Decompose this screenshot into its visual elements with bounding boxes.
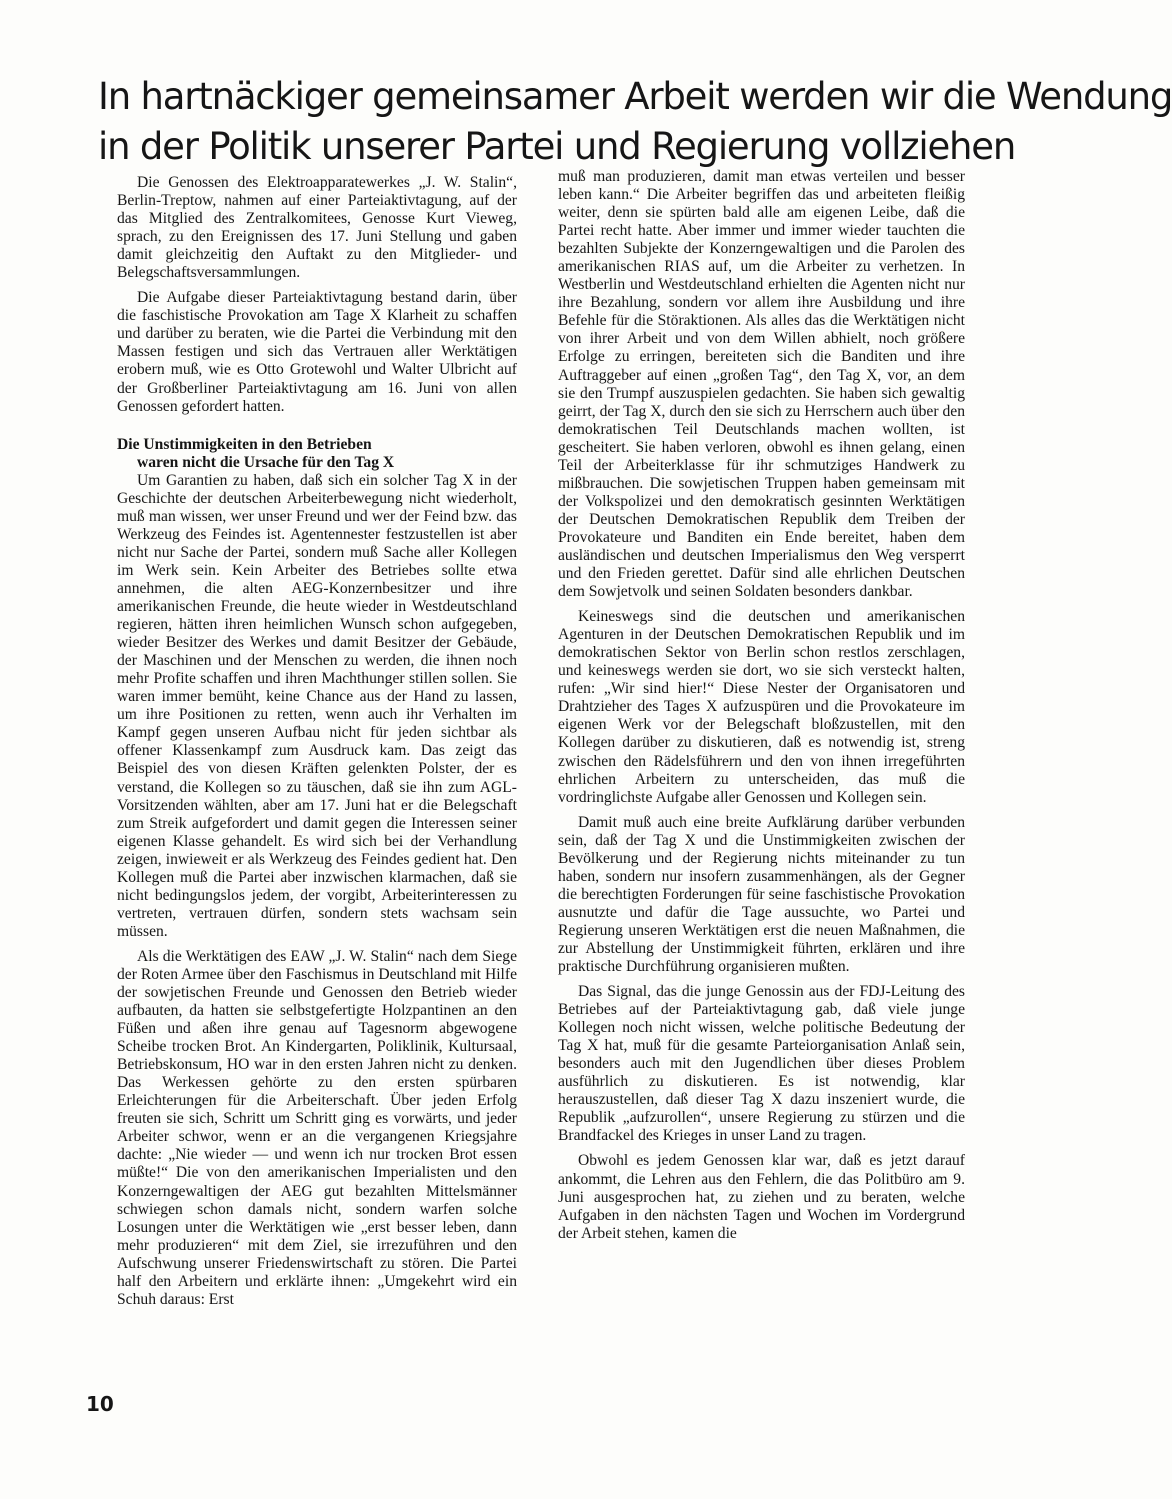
section-heading	[117, 436, 517, 472]
headline-line-2: in der Politik unserer Partei und Regierung vollziehen	[98, 125, 1016, 168]
paragraph: Obwohl es jedem Genossen klar war, daß es jetzt darauf ankommt, die Lehren aus den Fehlern, die das Politbüro am 9. Juni ausgesprochen hat, zu ziehen und zu beraten, welche Aufgaben in den nächsten Tagen und Wochen im Vordergrund der Arbeit stehen, kamen die	[558, 1152, 965, 1242]
headline-line-1: In hartnäckiger gemeinsamer Arbeit werden wir die Wendung	[98, 75, 1172, 118]
paragraph: muß man produzieren, damit man etwas verteilen und besser leben kann.“ Die Arbeiter begriffen das und arbeiteten fleißig weiter, denn sie spürten bald alle am eigenen Leibe, daß die Partei recht hatte. Aber immer und immer wieder tauchten die bezahlten Subjekte der Konzerngewaltigen und die Parolen des amerikanischen RIAS auf, um die Arbeiter zu verhetzen. In Westberlin und Westdeutschland erhielten die Agenten nicht nur ihre Bezahlung, sondern vor allem ihre Ausbildung und ihre Befehle für die Störaktionen. Als alles das die Werktätigen nicht von ihrer Arbeit und von dem Willen abhielt, noch größere Erfolge zu erringen, bereiteten sich die Banditen und ihre Auftraggeber auf einen „großen Tag“, den Tag X, vor, an dem sie den Trumpf auszuspielen gedachten. Sie haben sich gewaltig geirrt, der Tag X, durch den sie sich zu Herrschern auch über den demokratischen Teil Deutschlands machen wollten, ist gescheitert. Sie haben verloren, obwohl es ihnen gelang, einen Teil der Arbeiterklasse für ihr schmutziges Handwerk zu mißbrauchen. Die sowjetischen Truppen haben gemeinsam mit der Volkspolizei und den demokratisch gesinnten Werktätigen der Deutschen Demokratischen Republik dem Treiben der Provokateure und Banditen ein Ende bereitet, haben dem ausländischen und deutschen Imperialismus den Weg versperrt und den Frieden gerettet. Dafür sind alle ehrlichen Deutschen dem Sowjetvolk und seinen Soldaten besonders dankbar.	[558, 168, 965, 601]
right-column	[558, 168, 965, 1250]
paragraph: Keineswegs sind die deutschen und amerikanischen Agenturen in der Deutschen Demokratischen Republik und im demokratischen Sektor von Berlin schon restlos zerschlagen, und keineswegs werden sie dort, wo sie sich versteckt halten, rufen: „Wir sind hier!“ Diese Nester der Organisatoren und Drahtzieher des Tages X aufzuspüren und die Provokateure im eigenen Werk vor der Belegschaft bloßzustellen, mit den Kollegen darüber zu diskutieren, daß es notwendig ist, streng zwischen den Rädelsführern und den von ihnen irregeführten ehrlichen Arbeitern zu unterscheiden, das muß die vordringlichste Aufgabe aller Genossen und Kollegen sein.	[558, 608, 965, 806]
section-heading-line-2: waren nicht die Ursache für den Tag X	[137, 453, 395, 471]
paragraph: Damit muß auch eine breite Aufklärung darüber verbunden sein, daß der Tag X und die Unstimmigkeiten zwischen der Bevölkerung und der Regierung nichts miteinander zu tun haben, sondern nur insofern zusammenhängen, als der Gegner die berechtigten Forderungen für seine faschistische Provokation ausnutzte und dafür die Tage aussuchte, wo Partei und Regierung unseren Werktätigen erst die neuen Maßnahmen, die zur Abstellung der Unstimmigkeit führten, erklären und ihre praktische Durchführung organisieren mußten.	[558, 813, 965, 976]
paragraph: Die Genossen des Elektroapparatewerkes „J. W. Stalin“, Berlin-Treptow, nahmen auf einer Parteiaktivtagung, auf der das Mitglied des Zentralkomitees, Genosse Kurt Vieweg, sprach, zu den Ereignissen des 17. Juni Stellung und gaben damit gleichzeitig den Auftakt zu den Mitglieder- und Belegschaftsversammlungen.	[117, 174, 517, 282]
paragraph: Das Signal, das die junge Genossin aus der FDJ-Leitung des Betriebes auf der Parteiaktivtagung gab, daß viele junge Kollegen noch nicht wissen, welche politische Bedeutung der Tag X hat, muß für die gesamte Parteiorganisation Anlaß sein, besonders auch mit den Jugendlichen über dieses Problem ausführlich zu diskutieren. Es ist notwendig, klar herauszustellen, daß dieser Tag X dazu inszeniert wurde, die Republik „aufzurollen“, unsere Regierung zu stürzen und die Brandfackel des Krieges in unser Land zu tragen.	[558, 983, 965, 1145]
paragraph: Als die Werktätigen des EAW „J. W. Stalin“ nach dem Siege der Roten Armee über den Faschismus in Deutschland mit Hilfe der sowjetischen Freunde und Genossen den Betrieb wieder aufbauten, da hatten sie selbstgefertigte Holzpantinen an den Füßen und aßen ihre genau auf Tagesnorm abgewogene Scheibe trocken Brot. An Kindergarten, Poliklinik, Kultursaal, Betriebskonsum, HO war in den ersten Jahren nicht zu denken. Das Werkessen gehörte zu den ersten spürbaren Erleichterungen für die Arbeiterschaft. Über jeden Erfolg freuten sie sich, Schritt um Schritt ging es vorwärts, und jeder Arbeiter schwor, wenn er an die vergangenen Kriegsjahre dachte: „Nie wieder — und wenn ich nur trocken Brot essen müßte!“ Die von den amerikanischen Imperialisten und den Konzerngewaltigen der AEG gut bezahlten Mittelsmänner schwiegen schon damals nicht, sondern warfen solche Losungen unter die Werktätigen wie „erst besser leben, dann mehr produzieren“ mit dem Ziel, sie irrezuführen und den Aufschwung unserer Friedenswirtschaft zu stören. Die Partei half den Arbeitern und erklärte ihnen: „Umgekehrt wird ein Schuh daraus: Erst	[117, 947, 517, 1308]
headline	[98, 72, 1172, 172]
left-column	[117, 174, 517, 1316]
page-number: 10	[86, 1392, 114, 1416]
paragraph: Um Garantien zu haben, daß sich ein solcher Tag X in der Geschichte der deutschen Arbeiterbewegung nicht wiederholt, muß man wissen, wer unser Freund und wer der Feind bzw. das Werkzeug des Feindes ist. Agentennester festzustellen ist aber nicht nur Sache der Partei, sondern muß Sache aller Kollegen im Werk sein. Kein Arbeiter des Betriebes sollte etwa annehmen, die alten AEG-Konzernbesitzer und ihre amerikanischen Freunde, die heute wieder in Westdeutschland regieren, hätten ihren heimlichen Wunsch schon aufgegeben, wieder Besitzer des Werkes und damit Besitzer der Gebäude, der Maschinen und der Menschen zu werden, die ihnen noch mehr Profite schaffen und ihren Machthunger stillen sollen. Sie waren immer bemüht, keine Chance aus der Hand zu lassen, um ihre Positionen zu retten, wenn auch ihr Verhalten im Kampf gegen unseren Aufbau nicht für jeden sichtbar als offener Klassenkampf zum Ausdruck kam. Das zeigt das Beispiel des von diesen Kräften gelenkten Polster, der es verstand, die Kollegen so zu täuschen, daß sie ihn zum AGL-Vorsitzenden wählten, aber am 17. Juni hat er die Belegschaft zum Streik aufgefordert und damit gegen die Interessen seiner eigenen Klasse gehandelt. Es wird sich bei der Verhandlung zeigen, inwieweit er als Werkzeug des Feindes gedient hat. Den Kollegen muß die Partei aber inzwischen klarmachen, daß sie nicht bedingungslos jedem, der vorgibt, Arbeiterinteressen zu vertreten, vertrauen dürfen, sondern stets wachsam sein müssen.	[117, 471, 517, 940]
paragraph: Die Aufgabe dieser Parteiaktivtagung bestand darin, über die faschistische Provokation am Tage X Klarheit zu schaffen und darüber zu beraten, wie die Partei die Verbindung mit den Massen festigen und sich das Vertrauen aller Werktätigen erobern muß, wie es Otto Grotewohl und Walter Ulbricht auf der Großberliner Parteiaktivtagung am 16. Juni von allen Genossen gefordert hatten.	[117, 289, 517, 415]
section-heading-line-1: Die Unstimmigkeiten in den Betrieben	[117, 435, 372, 453]
